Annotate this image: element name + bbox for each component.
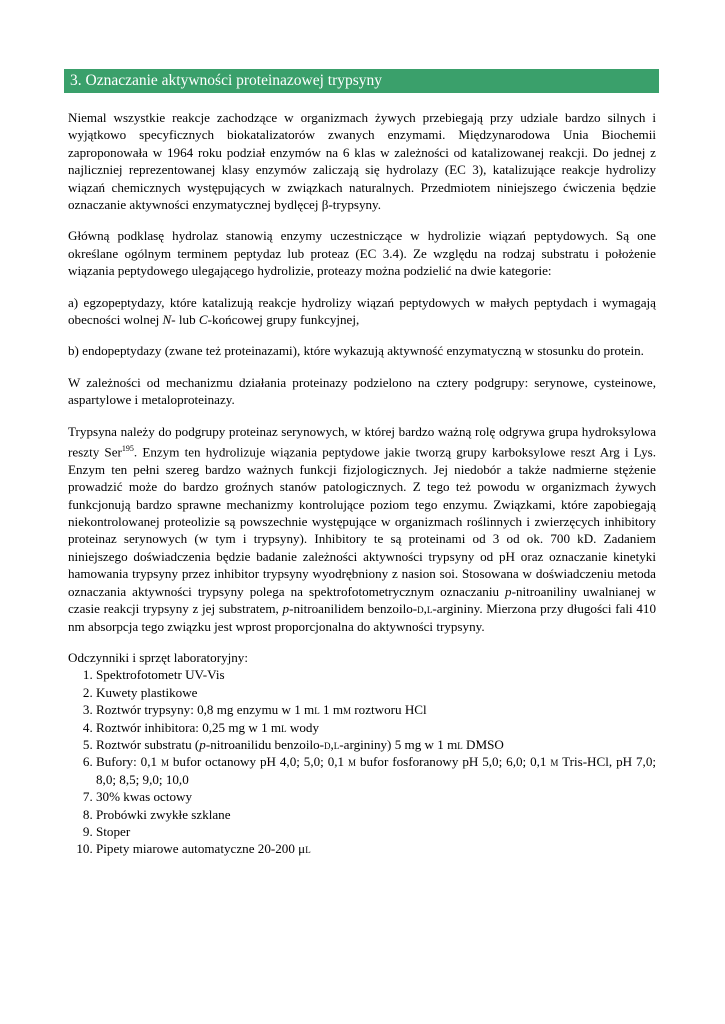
list-item: 9. Stoper [96,823,656,840]
paragraph-subgroups: W zależności od mechanizmu działania proteinazy podzielono na cztery podgrupy: serynowe, cysteinowe, aspartylowe i metaloproteinazy. [68,374,656,408]
list-item: 1. Spektrofotometr UV-Vis [96,666,656,683]
section-title: 3. Oznaczanie aktywności proteinazowej trypsyny [70,72,383,89]
list-item: 6. Bufory: 0,1 m bufor octanowy pH 4,0; 5,0; 0,1 m bufor fosforanowy pH 5,0; 6,0; 0,1 m Tris-HCl, pH 7,0; 8,0; 8,5; 9,0; 10,0 [96,753,656,788]
section-heading [64,69,659,93]
list-item: 8. Probówki zwykłe szklane [96,806,656,823]
document-body [68,109,656,858]
list-item: 10. Pipety miarowe automatyczne 20-200 μl [96,840,656,857]
list-item: 4. Roztwór inhibitora: 0,25 mg w 1 ml wody [96,719,656,736]
paragraph-exopeptidases: a) egzopeptydazy, które katalizują reakcje hydrolizy wiązań peptydowych w małych peptydach i wymagają obecności wolnej N- lub C-końcowej grupy funkcyjnej, [68,294,656,328]
paragraph-trypsin: Trypsyna należy do podgrupy proteinaz serynowych, w której bardzo ważną rolę odgrywa grupa hydroksylowa reszty Ser$^{195}$. Enzym ten hydrolizuje wiązania peptydowe jakie tworzą grupy karboksylowe reszt Arg i Lys. Enzym ten pełni szereg bardzo ważnych funkcji fizjologicznych. Jej niedobór a także nadmierne stężenie prowadzić może do bardzo groźnych stanów patologicznych. Z tego też powodu w organizmach żywych funkcjonują bardzo sprawne mechanizmy kontrolujące poziom tego enzymu. Związkami, które zapobiegają niekontrolowanej proteolizie są powszechnie występujące w organizmach roślinnych i zwierzęcych inhibitory proteinaz serynowych (w tym i trypsyny). Inhibitory te są proteinami od 3 od ok. 700 kD. Zadaniem niniejszego doświadczenia będzie badanie zależności aktywności trypsyny od pH oraz oznaczanie kinetyki hamowania trypsyny przez inhibitor trypsyny wyodrębniony z nasion soi. Stosowana w doświadczeniu metoda oznaczania aktywności trypsyny polega na spektrofotometrycznym oznaczaniu p-nitroaniliny uwalnianej w czasie reakcji trypsyny z jej substratem, p-nitroanilidem benzoilo-d,l-argininy. Mierzona przy długości fali 410 nm absorpcja tego związku jest wprost proporcjonalna do aktywności trypsyny. [68,423,656,634]
paragraph-hydrolases: Główną podklasę hydrolaz stanowią enzymy uczestniczące w hydrolizie wiązań peptydowych. Są one określane ogólnym terminem peptydaz lub proteaz (EC 3.4). Ze względu na rodzaj substratu i położenie wiązania peptydowego ulegającego hydrolizie, proteazy można podzielić na dwie kategorie: [68,228,656,279]
reagents-list [68,666,656,857]
list-item: 7. 30% kwas octowy [96,788,656,805]
paragraph-intro: Niemal wszystkie reakcje zachodzące w organizmach żywych przebiegają przy udziale bardzo silnych i wyjątkowo specyficznych biokatalizatorów zwanych enzymami. Międzynarodowa Unia Biochemii zaproponowała w 1964 roku podział enzymów na 6 klas w zależności od katalizowanej reakcji. Do jednej z najliczniej reprezentowanej klasy enzymów zaliczają się hydrolazy (EC 3), katalizujące reakcje hydrolizy wiązań chemicznych występujących w związkach naturalnych. Przedmiotem niniejszego ćwiczenia będzie oznaczanie aktywności enzymatycznej bydlęcej β-trypsyny. [68,110,656,213]
reagents-heading: Odczynniki i sprzęt laboratoryjny: [68,649,248,665]
list-item: 5. Roztwór substratu (p-nitroanilidu benzoilo-d,l-argininy) 5 mg w 1 ml DMSO [96,736,656,753]
list-item: 3. Roztwór trypsyny: 0,8 mg enzymu w 1 ml 1 mm roztworu HCl [96,701,656,718]
paragraph-endopeptidases: b) endopeptydazy (zwane też proteinazami), które wykazują aktywność enzymatyczną w stosunku do protein. [68,343,644,359]
list-item: 2. Kuwety plastikowe [96,684,656,701]
